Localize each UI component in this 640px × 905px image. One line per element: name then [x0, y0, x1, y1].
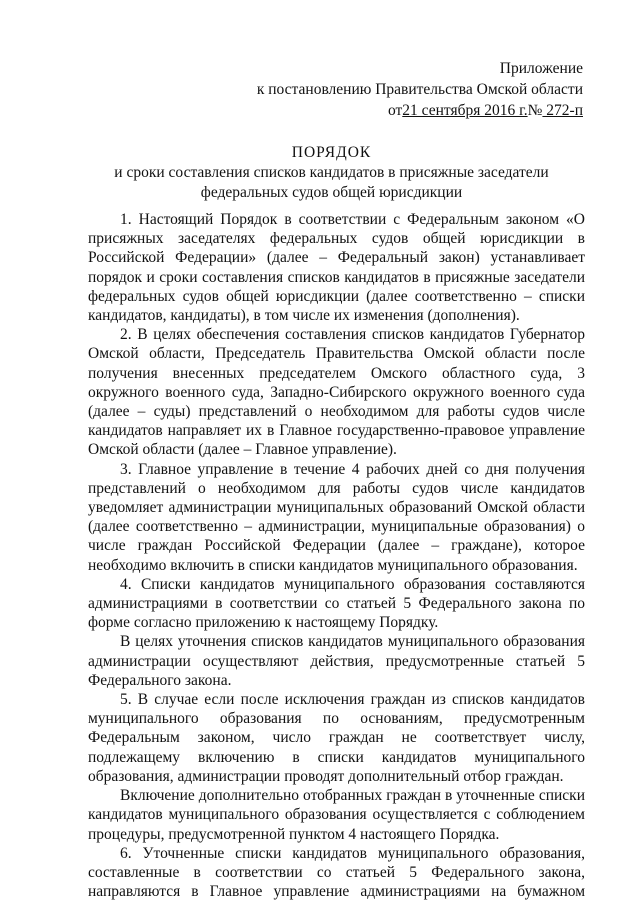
title-subtitle-line-2: федеральных судов общей юрисдикции: [200, 184, 463, 201]
appendix-label: Приложение: [499, 60, 583, 77]
title-subtitle-line-1: и сроки составления списков кандидатов в присяжные заседатели: [114, 164, 549, 181]
appendix-reference: к постановлению Правительства Омской области: [256, 81, 583, 98]
paragraph: 4. Списки кандидатов муниципального образования составляются администрациями в соответствии со статьей 5 Федерального закона по форме согласно приложению к настоящему Порядку.: [88, 575, 585, 632]
date-prefix: от: [387, 102, 403, 119]
title-heading: ПОРЯДОК: [291, 144, 372, 161]
paragraph: 2. В целях обеспечения составления списков кандидатов Губернатор Омской области, Председатель Правительства Омской области после получения внесенных председателем Омского областного суда, 3 окружного военного суда, Западно-Сибирского окружного военного суда (далее – суды) представлений о необходимом для работы судов числе кандидатов направляет их в Главное государственно-правовое управление Омской области (далее – Главное управление).: [88, 326, 585, 459]
paragraph: 3. Главное управление в течение 4 рабочих дней со дня получения представлений о необходимом для работы судов числе кандидатов уведомляет администрации муниципальных образований Омской области (далее соответственно – администрации, муниципальные образования) о числе граждан Российской Федерации (далее – граждане), которое необходимо включить в списки кандидатов муниципального образования.: [88, 460, 585, 574]
paragraph: 1. Настоящий Порядок в соответствии с Федеральным законом «О присяжных заседателях федеральных судов общей юрисдикции в Российской Федерации» (далее – Федеральный закон) устанавливает порядок и сроки составления списков кандидатов в присяжные заседатели федеральных судов общей юрисдикции (далее соответственно – списки кандидатов, кандидаты), в том числе их изменения (дополнения).: [88, 211, 585, 325]
resolution-date: 21 сентября 2016 г.: [402, 102, 528, 119]
paragraph: 6. Уточненные списки кандидатов муниципального образования, составленные в соответствии со статьей 5 Федерального закона, направляются в Главное управление администрациями на бумажном: [88, 844, 585, 901]
paragraph: 5. В случае если после исключения граждан из списков кандидатов муниципального образования по основаниям, предусмотренным Федеральным законом, число граждан не соответствует числу, подлежащему включению в списки кандидатов муниципального образования, администрации проводят дополнительный отбор граждан.: [88, 691, 585, 785]
appendix-header: [257, 58, 583, 121]
number-sign: №: [527, 102, 543, 119]
resolution-number: 272-п: [542, 102, 583, 119]
document-body: [88, 210, 585, 901]
appendix-date-number: [257, 100, 583, 121]
document-title: [80, 143, 583, 203]
paragraph: Включение дополнительно отобранных граждан в уточненные списки кандидатов муниципального образования осуществляется с соблюдением процедуры, предусмотренной пунктом 4 настоящего Порядка.: [88, 787, 585, 843]
paragraph: В целях уточнения списков кандидатов муниципального образования администрации осуществляют действия, предусмотренные статьей 5 Федерального закона.: [88, 633, 585, 689]
